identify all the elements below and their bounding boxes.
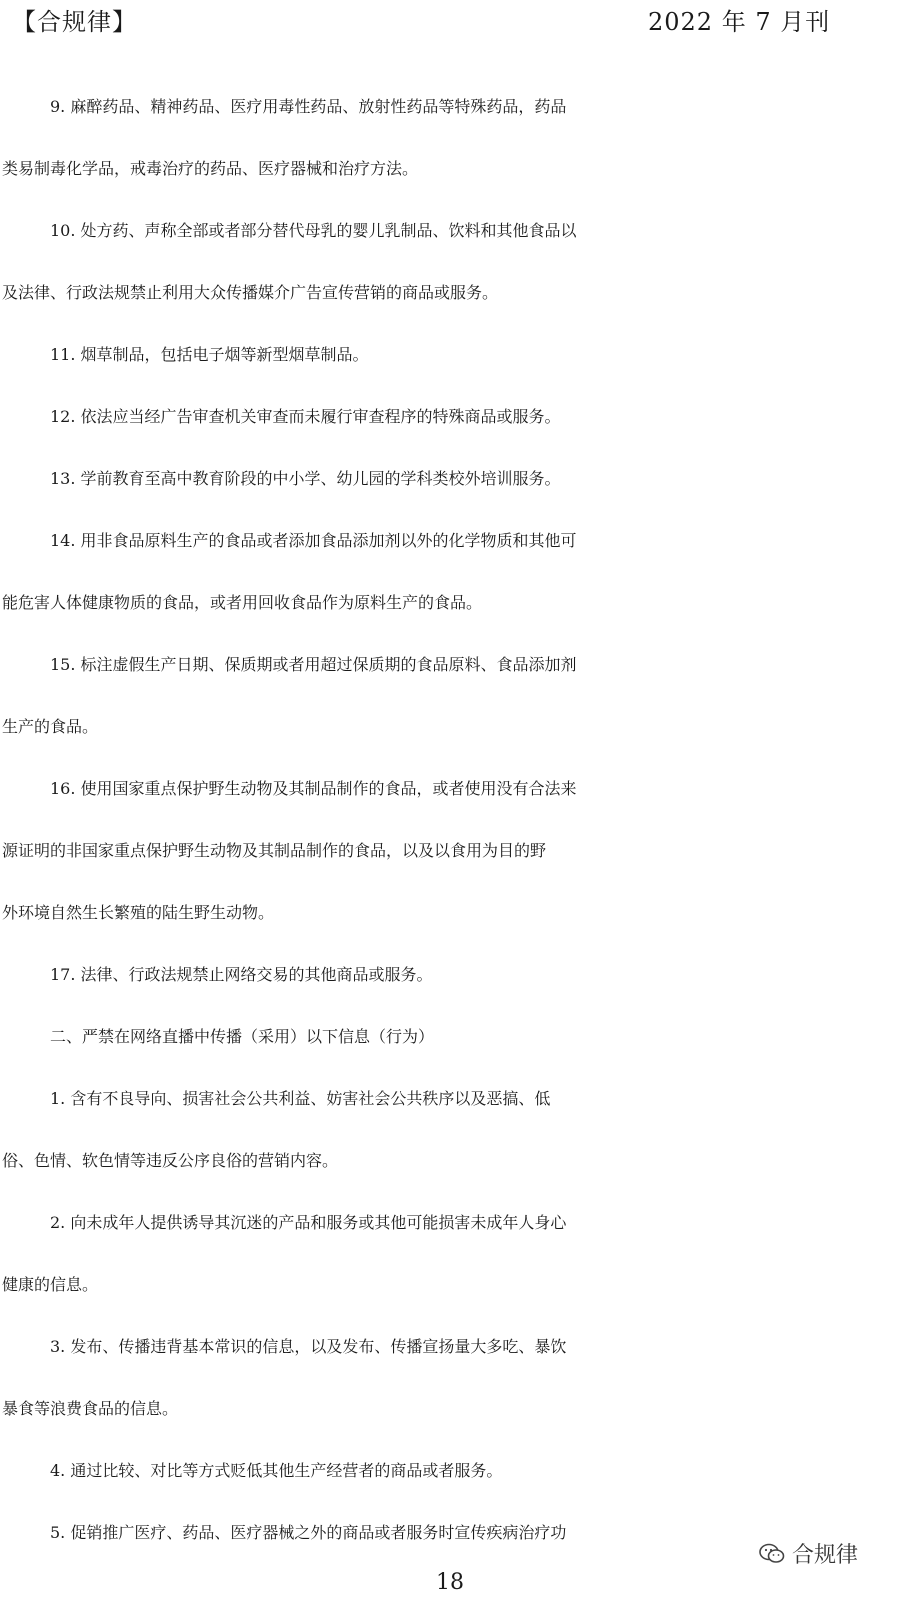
wechat-icon	[758, 1542, 786, 1566]
paragraph-line: 类易制毒化学品，戒毒治疗的药品、医疗器械和治疗方法。	[2, 159, 419, 178]
paragraph-line: 11. 烟草制品，包括电子烟等新型烟草制品。	[50, 345, 369, 364]
document-body	[0, 76, 900, 1564]
page-number: 18	[436, 1570, 464, 1595]
paragraph-line: 2. 向未成年人提供诱导其沉迷的产品和服务或其他可能损害未成年人身心	[50, 1213, 567, 1232]
paragraph-line: 健康的信息。	[2, 1275, 99, 1294]
paragraph	[0, 200, 900, 324]
issue-date: 2022 年 7 月刊	[648, 8, 831, 36]
paragraph-line: 13. 学前教育至高中教育阶段的中小学、幼儿园的学科类校外培训服务。	[50, 469, 561, 488]
paragraph-line: 5. 促销推广医疗、药品、医疗器械之外的商品或者服务时宣传疾病治疗功	[50, 1523, 567, 1542]
paragraph	[0, 1440, 900, 1502]
paragraph	[0, 1068, 900, 1192]
paragraph-line: 及法律、行政法规禁止利用大众传播媒介广告宣传营销的商品或服务。	[2, 283, 499, 302]
paragraph-line: 17. 法律、行政法规禁止网络交易的其他商品或服务。	[50, 965, 433, 984]
paragraph	[0, 634, 900, 758]
paragraph-line: 二、严禁在网络直播中传播（采用）以下信息（行为）	[50, 1027, 435, 1046]
paragraph	[0, 448, 900, 510]
paragraph-line: 14. 用非食品原料生产的食品或者添加食品添加剂以外的化学物质和其他可	[50, 531, 577, 550]
paragraph-line: 暴食等浪费食品的信息。	[2, 1399, 179, 1418]
paragraph-line: 3. 发布、传播违背基本常识的信息，以及发布、传播宣扬量大多吃、暴饮	[50, 1337, 567, 1356]
paragraph-line: 俗、色情、软色情等违反公序良俗的营销内容。	[2, 1151, 339, 1170]
paragraph	[0, 1006, 900, 1068]
paragraph	[0, 1316, 900, 1440]
paragraph	[0, 510, 900, 634]
paragraph	[0, 758, 900, 944]
paragraph	[0, 324, 900, 386]
watermark-label: 合规律	[792, 1543, 859, 1568]
paragraph-line: 16. 使用国家重点保护野生动物及其制品制作的食品，或者使用没有合法来	[50, 779, 577, 798]
wechat-watermark	[758, 1538, 858, 1569]
paragraph-line: 12. 依法应当经广告审查机关审查而未履行审查程序的特殊商品或服务。	[50, 407, 561, 426]
paragraph	[0, 76, 900, 200]
paragraph-line: 外环境自然生长繁殖的陆生野生动物。	[2, 903, 275, 922]
paragraph-line: 15. 标注虚假生产日期、保质期或者用超过保质期的食品原料、食品添加剂	[50, 655, 577, 674]
paragraph-line: 能危害人体健康物质的食品，或者用回收食品作为原料生产的食品。	[2, 593, 483, 612]
paragraph	[0, 1192, 900, 1316]
paragraph-line: 4. 通过比较、对比等方式贬低其他生产经营者的商品或者服务。	[50, 1461, 503, 1480]
paragraph-line: 9. 麻醉药品、精神药品、医疗用毒性药品、放射性药品等特殊药品，药品	[50, 97, 567, 116]
page-header	[0, 0, 900, 40]
paragraph	[0, 944, 900, 1006]
publication-name: 【合规律】	[12, 8, 137, 36]
paragraph-line: 10. 处方药、声称全部或者部分替代母乳的婴儿乳制品、饮料和其他食品以	[50, 221, 577, 240]
paragraph-line: 生产的食品。	[2, 717, 99, 736]
paragraph-line: 1. 含有不良导向、损害社会公共利益、妨害社会公共秩序以及恶搞、低	[50, 1089, 551, 1108]
paragraph-line: 源证明的非国家重点保护野生动物及其制品制作的食品，以及以食用为目的野	[2, 841, 547, 860]
paragraph	[0, 386, 900, 448]
